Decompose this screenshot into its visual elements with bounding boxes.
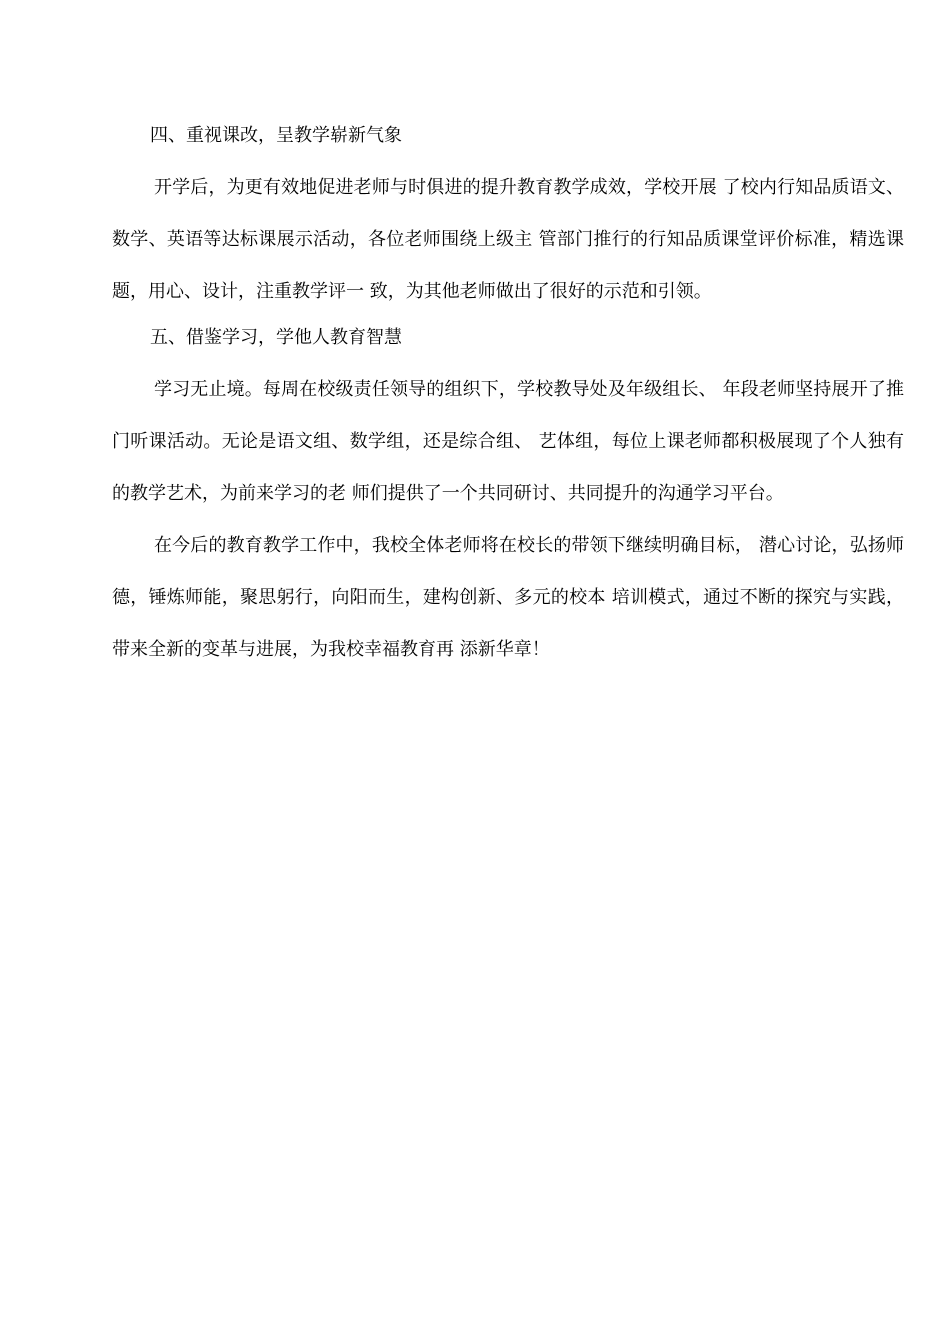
document-body — [112, 118, 904, 676]
section-paragraph-5: 学习无止境。每周在校级责任领导的组织下，学校教导处及年级组长、 年段老师坚持展开了推门听课活动。无论是语文组、数学组，还是综合组、 艺体组，每位上课老师都积极展现了个人独有的教学艺术，为前来学习的老 师们提供了一个共同研讨、共同提升的沟通学习平台。 — [112, 379, 904, 504]
closing-paragraph: 在今后的教育教学工作中，我校全体老师将在校长的带领下继续明确目标， 潜心讨论，弘扬师德，锤炼师能，聚思躬行，向阳而生，建构创新、多元的校本 培训模式，通过不断的探究与实践，带来全新的变革与进展，为我校幸福教育再 添新华章！ — [112, 535, 904, 660]
section-heading-5: 五、借鉴学习，学他人教育智慧 — [150, 327, 402, 348]
section-paragraph-4: 开学后，为更有效地促进老师与时俱进的提升教育教学成效，学校开展 了校内行知品质语文、数学、英语等达标课展示活动，各位老师围绕上级主 管部门推行的行知品质课堂评价标准，精选课题，用心、设计，注重教学评一 致，为其他老师做出了很好的示范和引领。 — [112, 177, 904, 302]
section-heading-4: 四、重视课改，呈教学崭新气象 — [150, 125, 402, 146]
